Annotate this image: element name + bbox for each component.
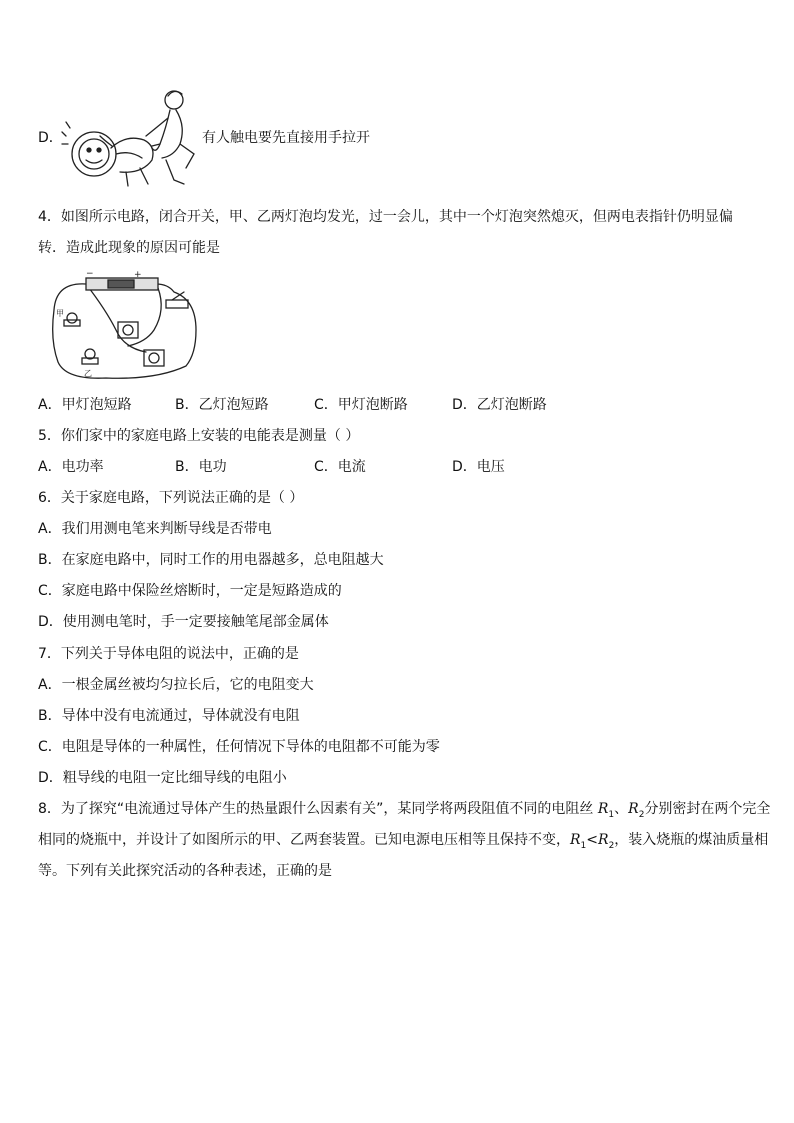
q6-stem: 6．关于家庭电路，下列说法正确的是（ ）	[38, 490, 304, 506]
q5-option-d: D．电压	[452, 459, 505, 475]
q7-option-c: C．电阻是导体的一种属性，任何情况下导体的电阻都不可能为零	[38, 739, 440, 755]
q6-option-c: C．家庭电路中保险丝熔断时，一定是短路造成的	[38, 583, 342, 599]
battery-plus-label: +	[134, 270, 142, 280]
q8-stem-line2: 相同的烧瓶中，并设计了如图所示的甲、乙两套装置。已知电源电压相等且保持不变，$R_1<R_2$，装入烧瓶的煤油质量相	[38, 832, 769, 851]
electric-shock-illustration	[56, 88, 206, 190]
q8-stem-line3: 等。下列有关此探究活动的各种表述，正确的是	[38, 863, 332, 879]
q4-stem-line1: 4．如图所示电路，闭合开关，甲、乙两灯泡均发光，过一会儿，其中一个灯泡突然熄灭，但两电表指针仍明显偏	[38, 209, 733, 225]
q6-option-a: A．我们用测电笔来判断导线是否带电	[38, 521, 272, 537]
q8-stem-line1: 8．为了探究“电流通过导体产生的热量跟什么因素有关”，某同学将两段阻值不同的电阻丝 $R_1$、$R_2$分别密封在两个完全	[38, 801, 771, 820]
q7-option-d: D．粗导线的电阻一定比细导线的电阻小	[38, 770, 287, 786]
q3-option-d-text: 有人触电要先直接用手拉开	[202, 130, 370, 146]
circuit-figure	[46, 270, 206, 385]
q4-option-a: A．甲灯泡短路	[38, 397, 132, 413]
q5-option-a: A．电功率	[38, 459, 104, 475]
q4-option-d: D．乙灯泡断路	[452, 397, 547, 413]
q7-option-b: B．导体中没有电流通过，导体就没有电阻	[38, 708, 300, 724]
q5-stem: 5．你们家中的家庭电路上安装的电能表是测量（ ）	[38, 428, 360, 444]
q4-stem-line2: 转．造成此现象的原因可能是	[38, 240, 220, 256]
q6-option-b: B．在家庭电路中，同时工作的用电器越多，总电阻越大	[38, 552, 384, 568]
q6-option-d: D．使用测电笔时，手一定要接触笔尾部金属体	[38, 614, 329, 630]
q5-option-c: C．电流	[314, 459, 366, 475]
battery-minus-label: −	[86, 270, 94, 279]
lamp-jia-label: 甲	[56, 309, 64, 318]
q5-option-b: B．电功	[175, 459, 227, 475]
q7-option-a: A．一根金属丝被均匀拉长后，它的电阻变大	[38, 677, 314, 693]
q3-option-d-label: D．	[38, 130, 63, 146]
q4-option-c: C．甲灯泡断路	[314, 397, 408, 413]
q4-option-b: B．乙灯泡短路	[175, 397, 269, 413]
q7-stem: 7．下列关于导体电阻的说法中，正确的是	[38, 646, 299, 662]
lamp-yi-label: 乙	[84, 369, 92, 378]
